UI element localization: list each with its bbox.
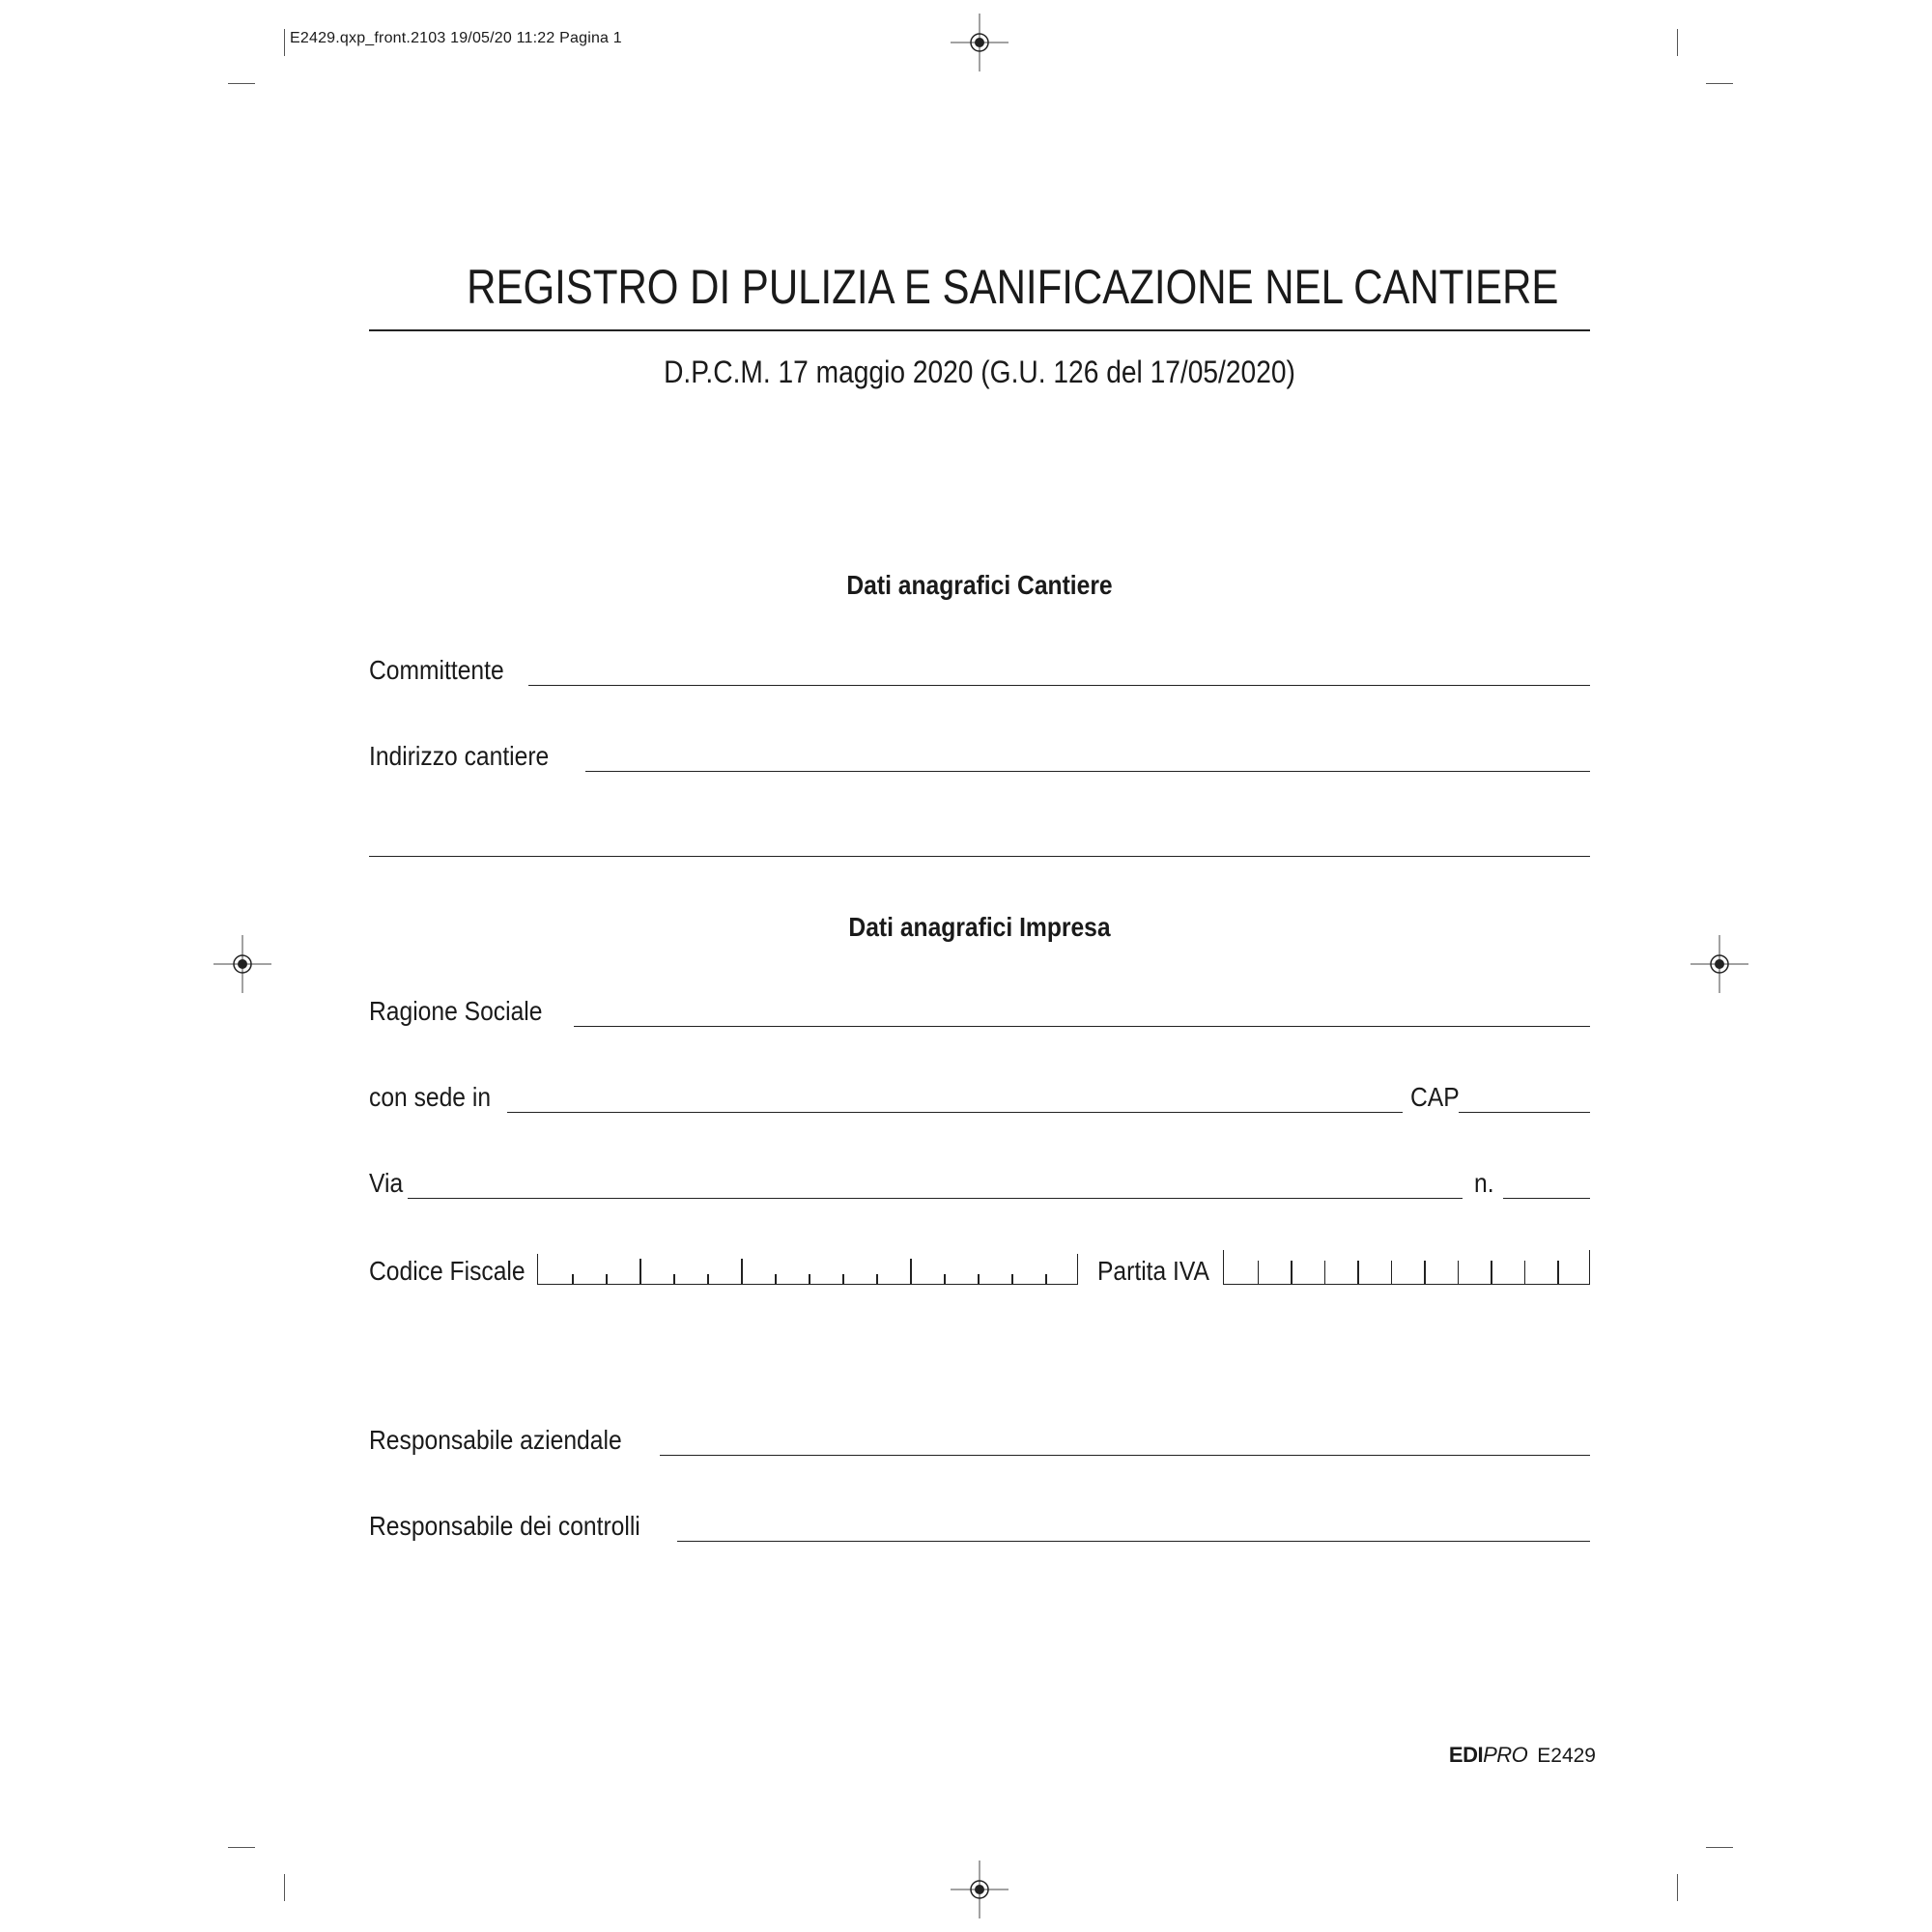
crop-mark-bottom-left-vertical [284, 1874, 285, 1901]
numero-label: n. [1474, 1168, 1494, 1198]
codice-fiscale-label: Codice Fiscale [369, 1256, 526, 1286]
indirizzo-cantiere-input-line[interactable] [585, 770, 1590, 772]
codice-fiscale-cell-divider [606, 1274, 608, 1284]
document-title: REGISTRO DI PULIZIA E SANIFICAZIONE NEL CANTIERE [467, 260, 1559, 314]
crop-mark-top-right-vertical [1677, 29, 1678, 56]
partita-iva-label: Partita IVA [1097, 1256, 1209, 1286]
sede-label: con sede in [369, 1082, 492, 1112]
codice-fiscale-cell-divider [876, 1274, 878, 1284]
codice-fiscale-cell-divider [775, 1274, 777, 1284]
partita-iva-cell-divider [1491, 1261, 1492, 1284]
partita-iva-cell-divider [1291, 1261, 1293, 1284]
partita-iva-input[interactable] [1223, 1250, 1590, 1285]
partita-iva-cell-divider [1458, 1261, 1460, 1284]
codice-fiscale-cell-divider [1045, 1274, 1047, 1284]
partita-iva-cell-divider [1258, 1261, 1260, 1284]
committente-input-line[interactable] [528, 684, 1590, 686]
codice-fiscale-cell-divider [707, 1274, 709, 1284]
responsabile-controlli-input-line[interactable] [677, 1540, 1590, 1542]
indirizzo-cantiere-continuation-line[interactable] [369, 856, 1590, 857]
document-subtitle: D.P.C.M. 17 maggio 2020 (G.U. 126 del 17/05/2020) [664, 355, 1295, 389]
field-committente[interactable] [369, 647, 1590, 686]
field-via-numero[interactable] [369, 1160, 1590, 1199]
codice-fiscale-cell-divider [1011, 1274, 1013, 1284]
section-heading-cantiere: Dati anagrafici Cantiere [846, 570, 1113, 600]
indirizzo-cantiere-label: Indirizzo cantiere [369, 741, 550, 771]
crop-mark-bottom-right-vertical [1677, 1874, 1678, 1901]
field-ragione-sociale[interactable] [369, 988, 1590, 1027]
registration-mark-bottom-icon [951, 1861, 1009, 1918]
ragione-sociale-input-line[interactable] [574, 1025, 1590, 1027]
codice-fiscale-cell-divider [910, 1259, 912, 1284]
field-responsabile-controlli[interactable] [369, 1503, 1590, 1542]
numero-input-line[interactable] [1503, 1197, 1590, 1199]
registration-mark-left-icon [213, 935, 271, 993]
partita-iva-cell-divider [1557, 1261, 1559, 1284]
crop-mark-bottom-left-horizontal [228, 1847, 255, 1848]
crop-mark-top-right-horizontal [1706, 83, 1733, 84]
via-label: Via [369, 1168, 404, 1198]
print-slug: E2429.qxp_front.2103 19/05/20 11:22 Pagina 1 [290, 30, 622, 46]
codice-fiscale-cell-divider [842, 1274, 844, 1284]
partita-iva-cell-divider [1424, 1261, 1426, 1284]
publisher-footer [1449, 1743, 1596, 1768]
partita-iva-cell-divider [1357, 1261, 1359, 1284]
responsabile-aziendale-input-line[interactable] [660, 1454, 1590, 1456]
codice-fiscale-cell-divider [639, 1259, 641, 1284]
sede-input-line[interactable] [507, 1111, 1403, 1113]
registration-mark-right-icon [1690, 935, 1748, 993]
logo-bold-part: EDI [1448, 1743, 1484, 1767]
crop-mark-top-left-horizontal [228, 83, 255, 84]
field-responsabile-aziendale[interactable] [369, 1417, 1590, 1456]
codice-fiscale-cell-divider [944, 1274, 946, 1284]
responsabile-controlli-label: Responsabile dei controlli [369, 1511, 640, 1541]
field-sede-cap[interactable] [369, 1074, 1590, 1113]
field-indirizzo-cantiere[interactable] [369, 733, 1590, 772]
logo-italic-part: PRO [1483, 1743, 1528, 1767]
via-input-line[interactable] [408, 1197, 1463, 1199]
partita-iva-cell-divider [1524, 1261, 1526, 1284]
codice-fiscale-cell-divider [809, 1274, 810, 1284]
codice-fiscale-cell-divider [673, 1274, 675, 1284]
codice-fiscale-input[interactable] [537, 1254, 1078, 1285]
product-code: E2429 [1537, 1745, 1596, 1767]
publisher-logo [1449, 1743, 1527, 1768]
cap-input-line[interactable] [1459, 1111, 1590, 1113]
crop-mark-bottom-right-horizontal [1706, 1847, 1733, 1848]
committente-label: Committente [369, 655, 504, 685]
codice-fiscale-cell-divider [978, 1274, 980, 1284]
section-heading-impresa: Dati anagrafici Impresa [848, 912, 1111, 942]
cap-label: CAP [1410, 1082, 1460, 1112]
responsabile-aziendale-label: Responsabile aziendale [369, 1425, 622, 1455]
ragione-sociale-label: Ragione Sociale [369, 996, 543, 1026]
codice-fiscale-cell-divider [741, 1259, 743, 1284]
partita-iva-cell-divider [1391, 1261, 1393, 1284]
title-divider [369, 329, 1590, 331]
crop-mark-top-left-vertical [284, 29, 285, 56]
partita-iva-cell-divider [1324, 1261, 1326, 1284]
codice-fiscale-cell-divider [572, 1274, 574, 1284]
registration-mark-top-icon [951, 14, 1009, 71]
